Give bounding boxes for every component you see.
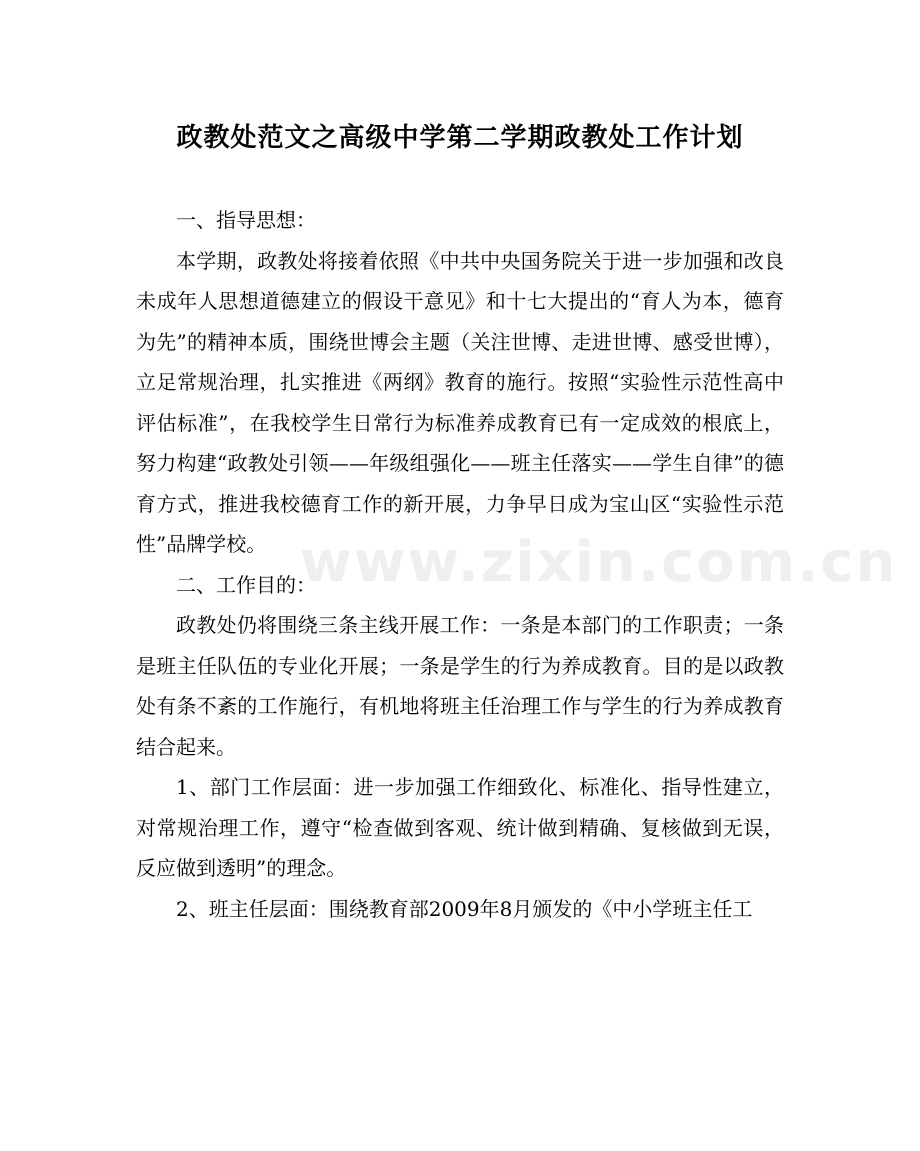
paragraph-heading-guiding-thought: 一、指导思想： xyxy=(176,208,316,232)
document-title: 政教处范文之高级中学第二学期政教处工作计划 xyxy=(176,123,744,153)
watermark: www.zixin.com.cn xyxy=(300,530,898,595)
paragraph-work-goals: 政教处仍将围绕三条主线开展工作：一条是本部门的工作职责；一条是班主任队伍的专业化开展；一条是学生的行为养成教育。目的是以政教处有条不紊的工作施行，有机地将班主任治理工作与学生的行为养成教育结合起来。 xyxy=(136,613,784,759)
paragraph-head-teacher-level: 2、班主任层面：围绕教育部2009年8月颁发的《中小学班主任工 xyxy=(176,896,753,921)
paragraph-guiding-thought: 本学期，政教处将接着依照《中共中央国务院关于进一步加强和改良未成年人思想道德建立的假设干意见》和十七大提出的“育人为本，德育为先”的精神本质，围绕世博会主题（关注世博、走进世博、感受世博），立足常规治理，扎实推进《两纲》教育的施行。按照“实验性示范性高中评估标准”，在我校学生日常行为标准养成教育已有一定成效的根底上，努力构建“政教处引领——年级组强化——班主任落实——学生自律”的德育方式，推进我校德育工作的新开展，力争早日成为宝山区“实验性示范性”品牌学校。 xyxy=(136,248,784,556)
document-body xyxy=(136,200,898,929)
paragraph-department-level: 1、部门工作层面：进一步加强工作细致化、标准化、指导性建立，对常规治理工作，遵守“检查做到客观、统计做到精确、复核做到无误，反应做到透明”的理念。 xyxy=(136,775,784,880)
paragraph-heading-work-goals: 二、工作目的： xyxy=(176,572,316,597)
